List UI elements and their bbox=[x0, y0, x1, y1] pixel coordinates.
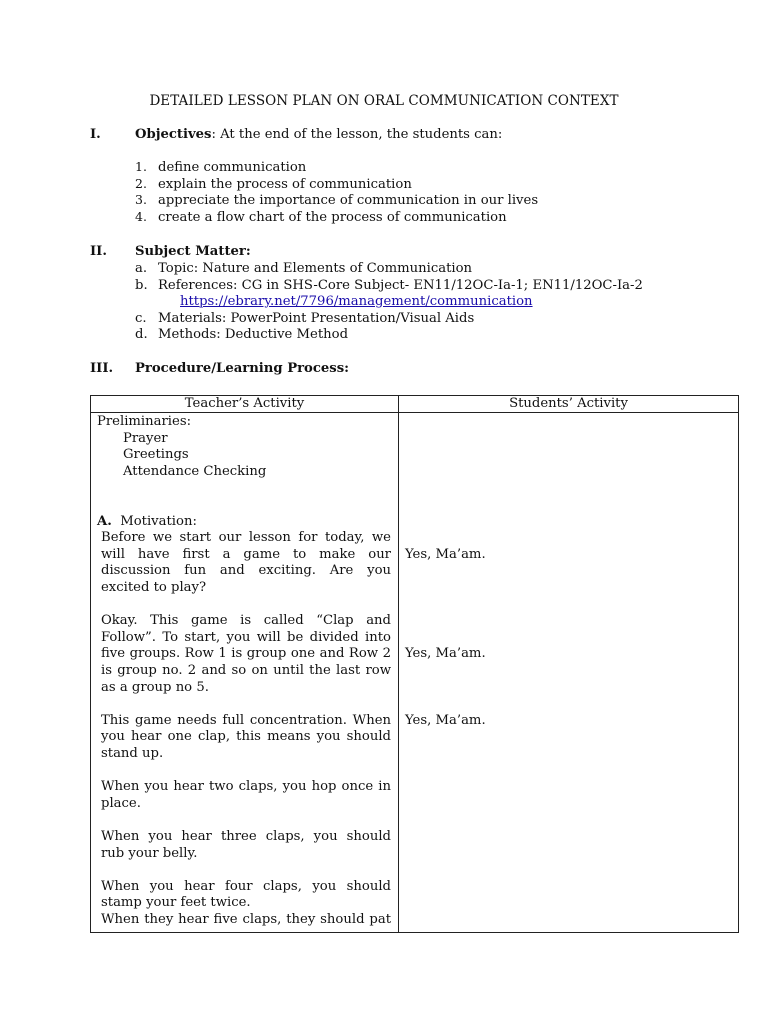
paragraph-line: five groups. Row 1 is group one and Row 2 bbox=[101, 646, 391, 662]
paragraph-line: is group no. 2 and so on until the last row bbox=[101, 663, 391, 678]
list-item: 3. appreciate the importance of communication in our lives bbox=[135, 192, 539, 209]
list-item: 2. explain the process of communication bbox=[135, 175, 412, 192]
paragraph-line: as a group no 5. bbox=[101, 679, 209, 695]
table-header-row bbox=[91, 396, 739, 413]
paragraph-line: Okay. This game is called “Clap and bbox=[101, 613, 391, 629]
list-item: c. Materials: PowerPoint Presentation/Visual Aids bbox=[135, 310, 475, 326]
procedure-heading: Procedure/Learning Process: bbox=[135, 361, 349, 376]
teacher-activity-cell bbox=[91, 413, 399, 933]
paragraph-line: Follow”. To start, you will be divided into bbox=[101, 629, 391, 645]
paragraph-line: Before we start our lesson for today, we bbox=[101, 530, 391, 546]
section-numeral: III. bbox=[90, 361, 114, 376]
objectives-heading-bold: Objectives bbox=[135, 127, 212, 142]
motivation-heading: A. Motivation: bbox=[97, 513, 197, 529]
subject-matter-heading: Subject Matter: bbox=[135, 244, 251, 259]
students-activity-cell bbox=[399, 413, 739, 933]
objectives-intro: : At the end of the lesson, the students can: bbox=[211, 127, 503, 142]
paragraph-line: stamp your feet twice. bbox=[101, 895, 251, 911]
teacher-activity-header: Teacher’s Activity bbox=[91, 396, 399, 413]
preliminary-item: Attendance Checking bbox=[123, 463, 267, 479]
reference-link[interactable]: https://ebrary.net/7796/management/communication bbox=[180, 294, 533, 310]
preliminary-item: Prayer bbox=[123, 430, 168, 446]
paragraph-line: When you hear two claps, you hop once in bbox=[101, 779, 391, 795]
objectives-heading bbox=[135, 127, 502, 142]
paragraph-line: This game needs full concentration. When bbox=[101, 712, 391, 728]
list-item: 4. create a flow chart of the process of communication bbox=[135, 208, 507, 225]
objectives-list bbox=[135, 159, 538, 225]
paragraph-line: excited to play? bbox=[101, 580, 207, 595]
paragraph-line: When you hear three claps, you should bbox=[101, 829, 391, 844]
list-item: b. References: CG in SHS-Core Subject- EN11/12OC-Ia-1; EN11/12OC-Ia-2 bbox=[135, 277, 643, 293]
section-numeral: I. bbox=[90, 127, 101, 142]
student-response: Yes, Ma’am. bbox=[405, 546, 486, 562]
paragraph-line: When you hear four claps, you should bbox=[101, 878, 391, 894]
list-item bbox=[135, 294, 643, 311]
document-title: DETAILED LESSON PLAN ON ORAL COMMUNICATION CONTEXT bbox=[149, 93, 619, 109]
paragraph-line: discussion fun and exciting. Are you bbox=[101, 563, 391, 579]
preliminary-item: Greetings bbox=[123, 447, 189, 463]
preliminaries-label: Preliminaries: bbox=[97, 414, 192, 429]
paragraph-line: will have first a game to make our bbox=[101, 546, 391, 562]
students-activity-header: Students’ Activity bbox=[399, 396, 739, 413]
student-response: Yes, Ma’am. bbox=[405, 646, 486, 662]
paragraph-line: stand up. bbox=[101, 746, 164, 761]
paragraph-line: rub your belly. bbox=[101, 845, 198, 861]
procedure-table bbox=[90, 395, 739, 933]
list-item: a. Topic: Nature and Elements of Communication bbox=[135, 261, 473, 276]
list-item: d. Methods: Deductive Method bbox=[135, 327, 349, 343]
table-row bbox=[91, 413, 739, 933]
section-numeral: II. bbox=[90, 244, 107, 259]
student-response: Yes, Ma’am. bbox=[405, 712, 486, 728]
paragraph-line: When they hear five claps, they should pat bbox=[101, 912, 391, 927]
subject-matter-list bbox=[135, 261, 643, 344]
paragraph-line: place. bbox=[101, 795, 141, 811]
paragraph-line: you hear one clap, this means you should bbox=[101, 729, 391, 745]
list-item: 1. define communication bbox=[135, 159, 307, 175]
